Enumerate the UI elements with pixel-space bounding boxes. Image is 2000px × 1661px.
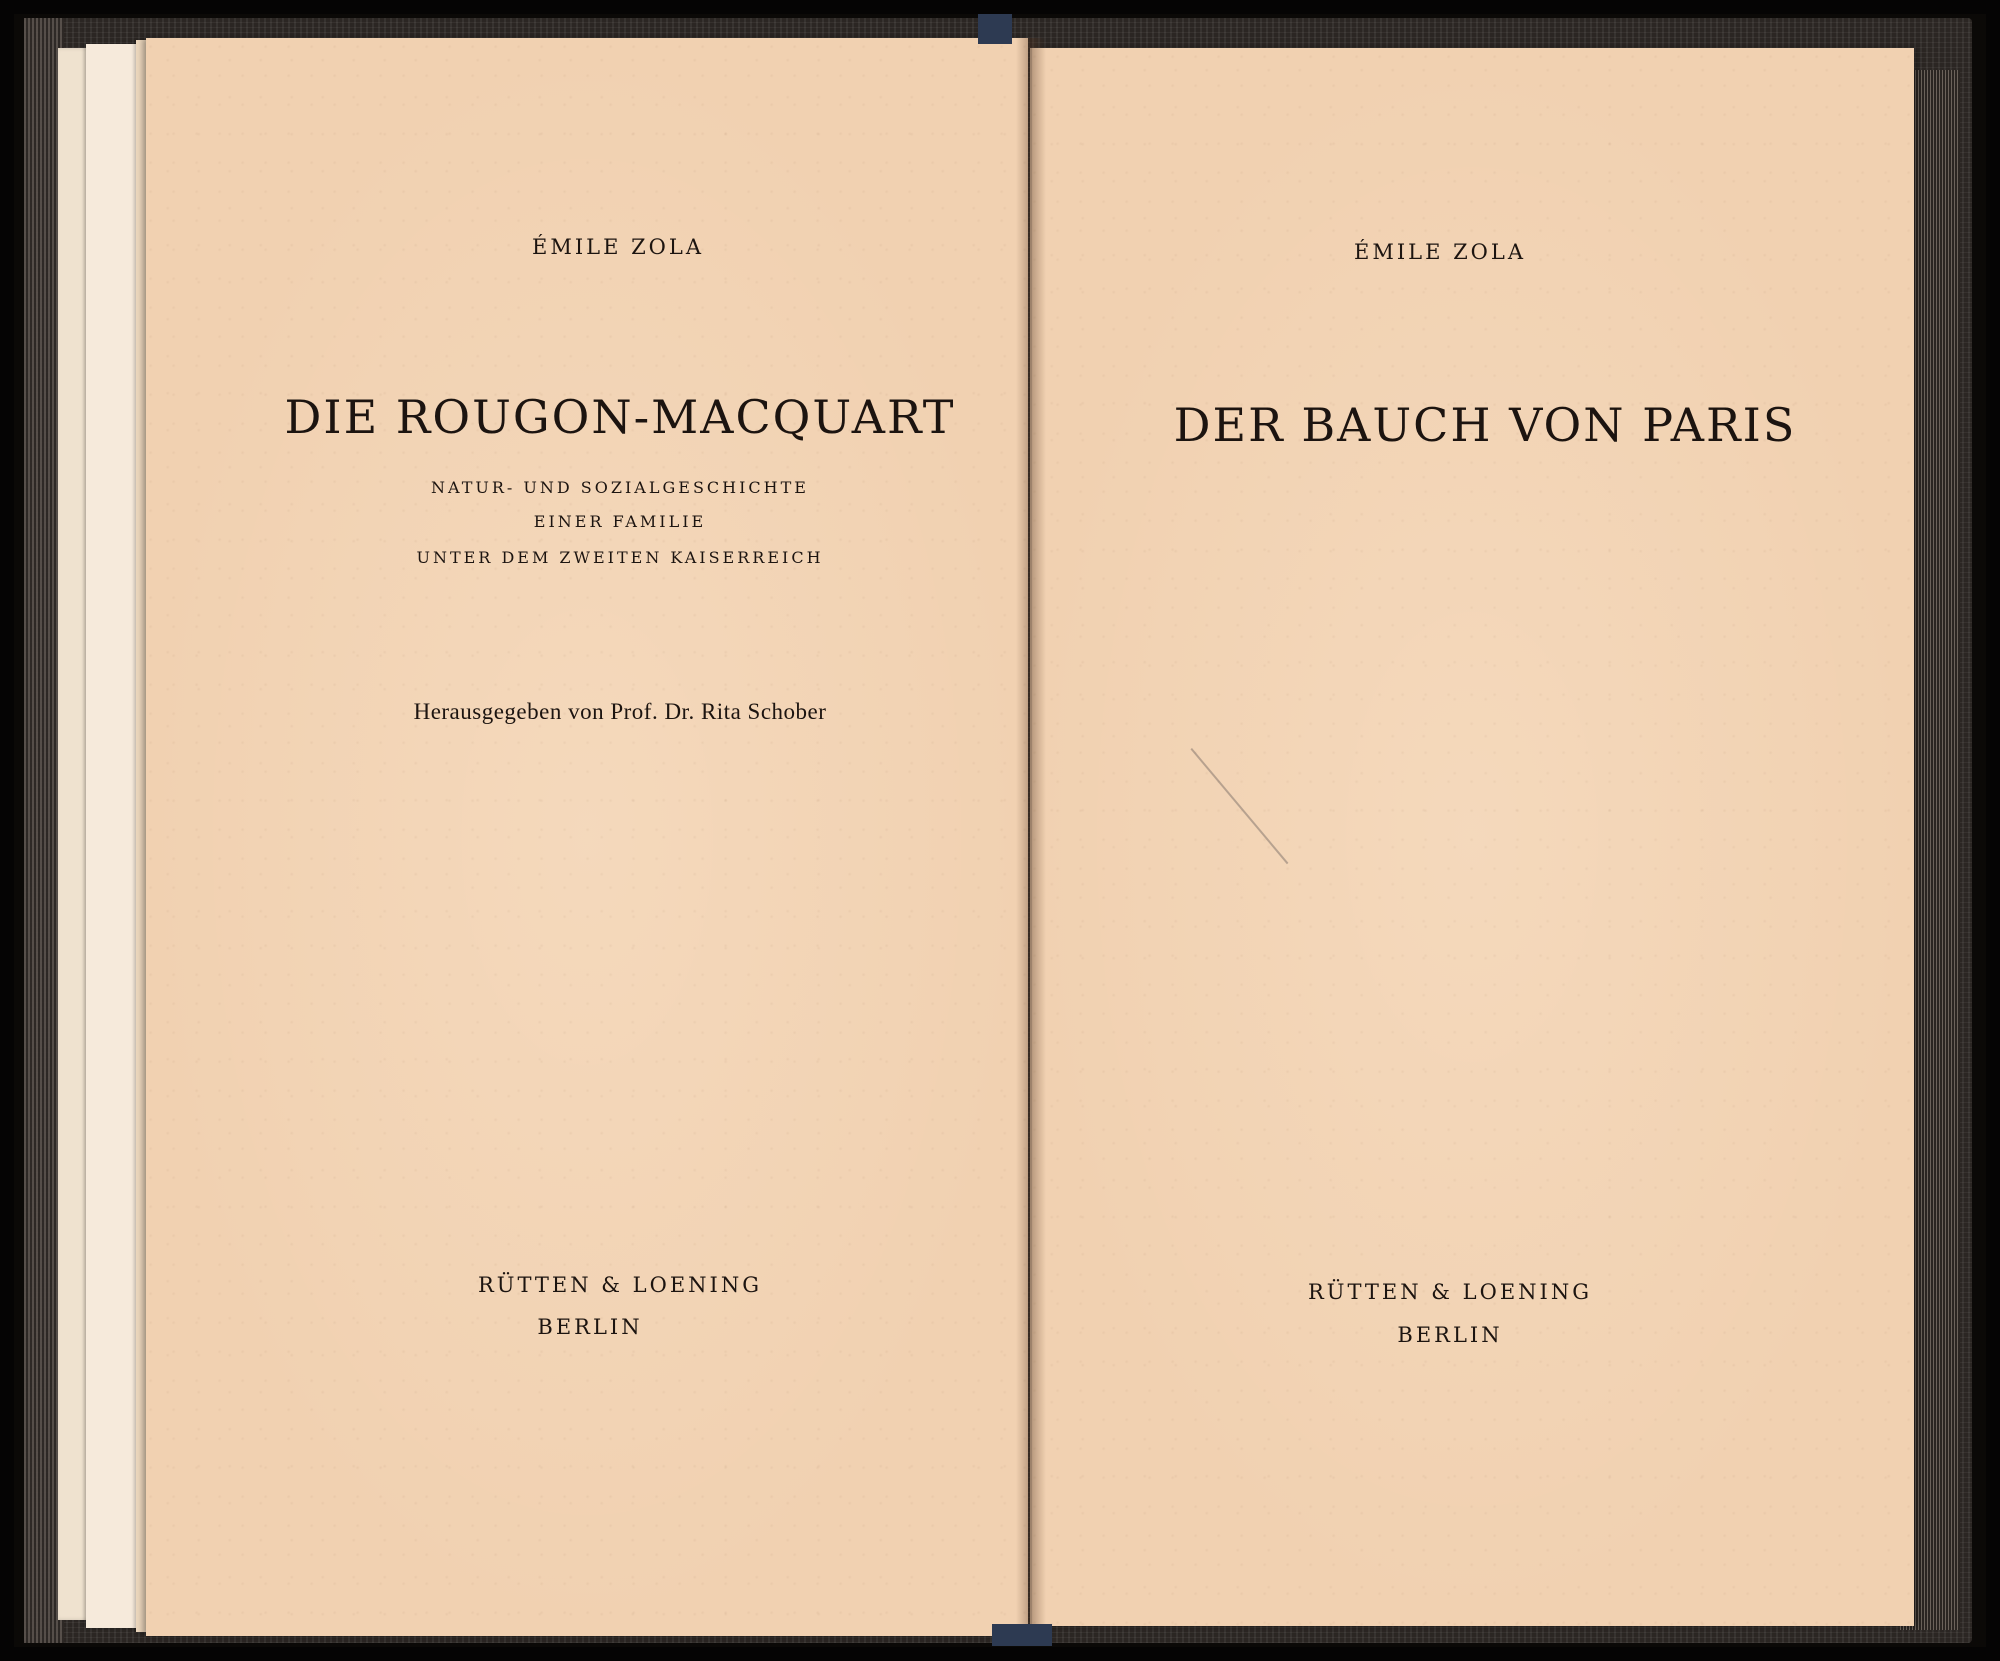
- left-series-title: DIE ROUGON-MACQUART: [284, 390, 956, 444]
- right-book-title: DER BAUCH VON PARIS: [1173, 398, 1797, 452]
- right-city: BERLIN: [1397, 1323, 1503, 1347]
- bookmark-ribbon-top: [978, 14, 1012, 44]
- left-page: [146, 38, 1028, 1636]
- page-gutter: [1016, 38, 1046, 1636]
- left-editor-credit: Herausgegeben von Prof. Dr. Rita Schober: [413, 699, 827, 724]
- left-publisher: RÜTTEN & LOENING: [478, 1273, 762, 1297]
- right-publisher: RÜTTEN & LOENING: [1308, 1280, 1592, 1304]
- right-author: ÉMILE ZOLA: [1354, 240, 1526, 264]
- right-page: [1030, 48, 1914, 1626]
- left-subtitle-line-1: NATUR- UND SOZIALGESCHICHTE: [431, 478, 809, 497]
- left-subtitle-line-3: UNTER DEM ZWEITEN KAISERREICH: [416, 548, 824, 567]
- bookmark-ribbon-bottom: [992, 1624, 1052, 1646]
- left-author: ÉMILE ZOLA: [532, 235, 704, 259]
- left-city: BERLIN: [537, 1315, 643, 1339]
- left-subtitle-line-2: EINER FAMILIE: [533, 512, 707, 531]
